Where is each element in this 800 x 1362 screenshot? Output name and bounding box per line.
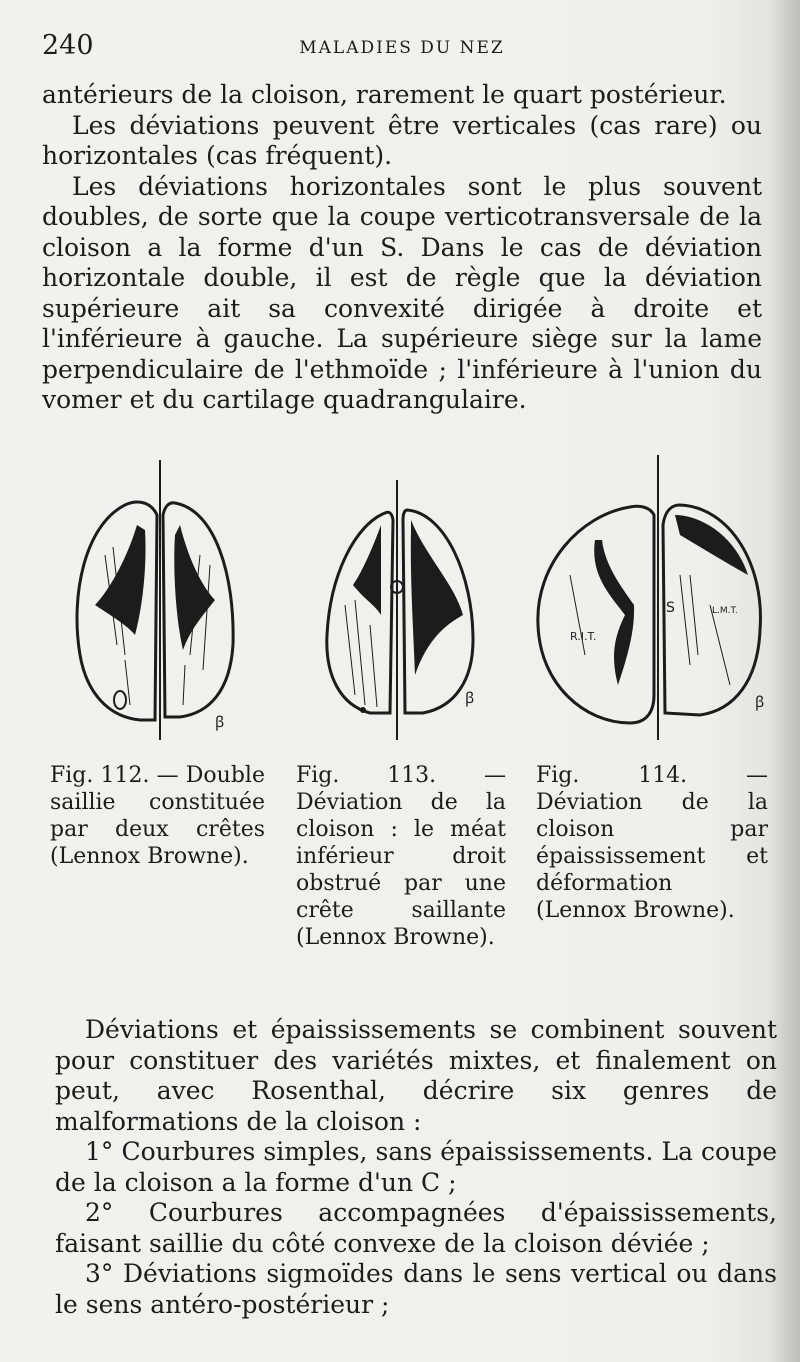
figure-114-caption: Fig. 114. — Déviation de la cloison par épaississement et déformation (Lennox Browne).	[536, 763, 768, 923]
figure-112-caption: Fig. 112. — Double saillie constituée par deux crêtes (Lennox Browne).	[50, 763, 265, 869]
paragraph: antérieurs de la cloison, rarement le quart postérieur.	[42, 80, 727, 109]
list-item: 2° Courbures accompagnées d'épaississements, faisant saillie du côté convexe de la cloison déviée ;	[55, 1198, 777, 1258]
bottom-text-block	[55, 1015, 777, 1320]
paragraph: Les déviations peuvent être verticales (cas rare) ou horizontales (cas fréquent).	[42, 110, 762, 170]
svg-text:ꞵ: ꞵ	[755, 693, 765, 711]
figures-row	[50, 455, 790, 755]
svg-text:ꞵ: ꞵ	[465, 689, 475, 707]
figure-captions	[50, 762, 790, 992]
paragraph: Déviations et épaississements se combinent souvent pour constituer des variétés mixtes, et finalement on peut, avec Rosenthal, décrire six genres de malformations de la cloison :	[55, 1015, 777, 1136]
figure-113-illustration	[315, 455, 495, 745]
running-title: MALADIES DU NEZ	[299, 38, 505, 58]
figure-113-caption: Fig. 113. — Déviation de la cloison : le méat inférieur droit obstrué par une crête saillante (Lennox Browne).	[296, 763, 506, 950]
svg-text:ꞵ: ꞵ	[215, 713, 225, 731]
list-item: 3° Déviations sigmoïdes dans le sens vertical ou dans le sens antéro-postérieur ;	[55, 1259, 777, 1319]
figure-label-rit: R.I.T.	[570, 630, 597, 643]
figure-112-illustration	[65, 455, 265, 745]
top-text-block	[42, 80, 762, 416]
page-number: 240	[42, 30, 94, 61]
figure-114-illustration	[530, 455, 780, 745]
list-item: 1° Courbures simples, sans épaississements. La coupe de la cloison a la forme d'un C ;	[55, 1137, 777, 1197]
paragraph: Les déviations horizontales sont le plus souvent doubles, de sorte que la coupe verticotransversale de la cloison a la forme d'un S. Dans le cas de déviation horizontale double, il est de règle que la déviation supérieure ait sa convexité dirigée à droite et l'inférieure à gauche. La supérieure siège sur la lame perpendiculaire de l'ethmoïde ; l'inférieure à l'union du vomer et du cartilage quadrangulaire.	[42, 171, 762, 414]
figure-label-s: S	[666, 600, 675, 616]
figure-label-lmt: L.M.T.	[712, 606, 738, 616]
page-header	[42, 30, 762, 64]
